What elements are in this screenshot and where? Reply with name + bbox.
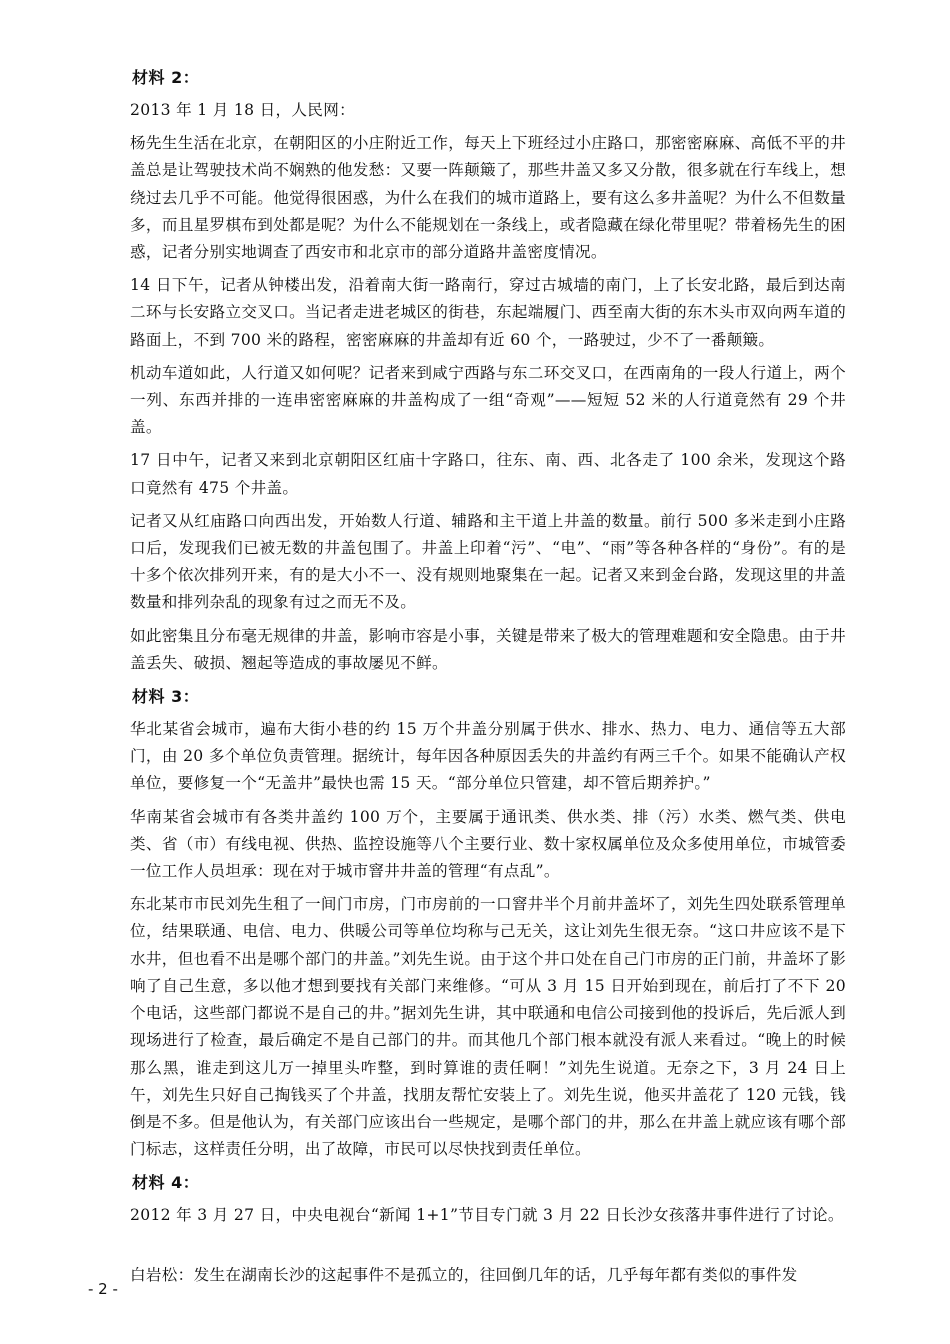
paragraph: 华南某省会城市有各类井盖约 100 万个，主要属于通讯类、供水类、排（污）水类、燃气类、供电类、省（市）有线电视、供热、监控设施等八个主要行业、数十家权属单位及众多使用单位，市城管委一位工作人员坦承：现在对于城市窨井井盖的管理“有点乱”。 <box>130 807 846 881</box>
paragraph-gap <box>130 1236 846 1262</box>
paragraph: 机动车道如此，人行道又如何呢？记者来到咸宁西路与东二环交叉口，在西南角的一段人行道上，两个一列、东西并排的一连串密密麻麻的井盖构成了一组“奇观”——短短 52 米的人行道竟然有 29 个井盖。 <box>130 363 846 437</box>
page-number: - 2 - <box>88 1280 118 1298</box>
paragraph: 白岩松：发生在湖南长沙的这起事件不是孤立的，往回倒几年的话，几乎每年都有类似的事件发 <box>130 1265 798 1284</box>
document-page <box>130 64 846 1295</box>
paragraph: 杨先生生活在北京，在朝阳区的小庄附近工作，每天上下班经过小庄路口，那密密麻麻、高低不平的井盖总是让驾驶技术尚不娴熟的他发愁：又要一阵颠簸了，那些井盖又多又分散，很多就在行车线上，想绕过去几乎不可能。他觉得很困惑，为什么在我们的城市道路上，要有这么多井盖呢？为什么不但数量多，而且星罗棋布到处都是呢？为什么不能规划在一条线上，或者隐藏在绿化带里呢？带着杨先生的困惑，记者分别实地调查了西安市和北京市的部分道路井盖密度情况。 <box>130 134 846 262</box>
section-heading-material-3: 材料 3： <box>132 687 200 707</box>
paragraph: 17 日中午，记者又来到北京朝阳区红庙十字路口，往东、南、西、北各走了 100 余米，发现这个路口竟然有 475 个井盖。 <box>130 451 846 497</box>
source-date-line: 2013 年 1 月 18 日，人民网： <box>130 101 355 119</box>
paragraph: 2012 年 3 月 27 日，中央电视台“新闻 1+1”节目专门就 3 月 22 日长沙女孩落井事件进行了讨论。 <box>130 1206 844 1225</box>
section-heading-material-2: 材料 2： <box>132 68 200 87</box>
paragraph: 14 日下午，记者从钟楼出发，沿着南大街一路南行，穿过古城墙的南门，上了长安北路，最后到达南二环与长安路立交叉口。当记者走进老城区的街巷，东起端履门、西至南大街的东木头市双向两车道的路面上，不到 700 米的路程，密密麻麻的井盖却有近 60 个，一路驶过，少不了一番颠簸。 <box>130 276 846 349</box>
paragraph: 记者又从红庙路口向西出发，开始数人行道、辅路和主干道上井盖的数量。前行 500 多米走到小庄路口后，发现我们已被无数的井盖包围了。井盖上印着“污”、“电”、“雨”等各种各样的“身份”。有的是十多个依次排列开来，有的是大小不一、没有规则地聚集在一起。记者又来到金台路，发现这里的井盖数量和排列杂乱的现象有过之而无不及。 <box>130 511 846 612</box>
paragraph: 东北某市市民刘先生租了一间门市房，门市房前的一口窨井半个月前井盖坏了，刘先生四处联系管理单位，结果联通、电信、电力、供暖公司等单位均称与己无关，这让刘先生很无奈。“这口井应该不是下水井，但也看不出是哪个部门的井盖。”刘先生说。由于这个井口处在自己门市房的正门前，井盖坏了影响了自己生意，多以他才想到要找有关部门来维修。“可从 3 月 15 日开始到现在，前后打了不下 20 个电话，这些部门都说不是自己的井。”据刘先生讲，其中联通和电信公司接到他的投诉后，先后派人到现场进行了检查，最后确定不是自己部门的井。而其他几个部门根本就没有派人来看过。“晚上的时候那么黑，谁走到这儿万一掉里头咋整，到时算谁的责任啊！”刘先生说道。无奈之下，3 月 24 日上午，刘先生只好自己掏钱买了个井盖，找朋友帮忙安装上了。刘先生说，他买井盖花了 120 元钱，钱倒是不多。但是他认为，有关部门应该出台一些规定，是哪个部门的井，那么在井盖上就应该有哪个部门标志，这样责任分明，出了故障，市民可以尽快找到责任单位。 <box>130 895 846 1159</box>
paragraph: 华北某省会城市，遍布大街小巷的约 15 万个井盖分别属于供水、排水、热力、电力、通信等五大部门，由 20 多个单位负责管理。据统计，每年因各种原因丢失的井盖约有两三千个。如果不能确认产权单位，要修复一个“无盖井”最快也需 15 天。“部分单位只管建，却不管后期养护。” <box>130 720 846 793</box>
paragraph: 如此密集且分布毫无规律的井盖，影响市容是小事，关键是带来了极大的管理难题和安全隐患。由于井盖丢失、破损、翘起等造成的事故屡见不鲜。 <box>130 626 846 672</box>
section-heading-material-4: 材料 4： <box>132 1173 200 1193</box>
